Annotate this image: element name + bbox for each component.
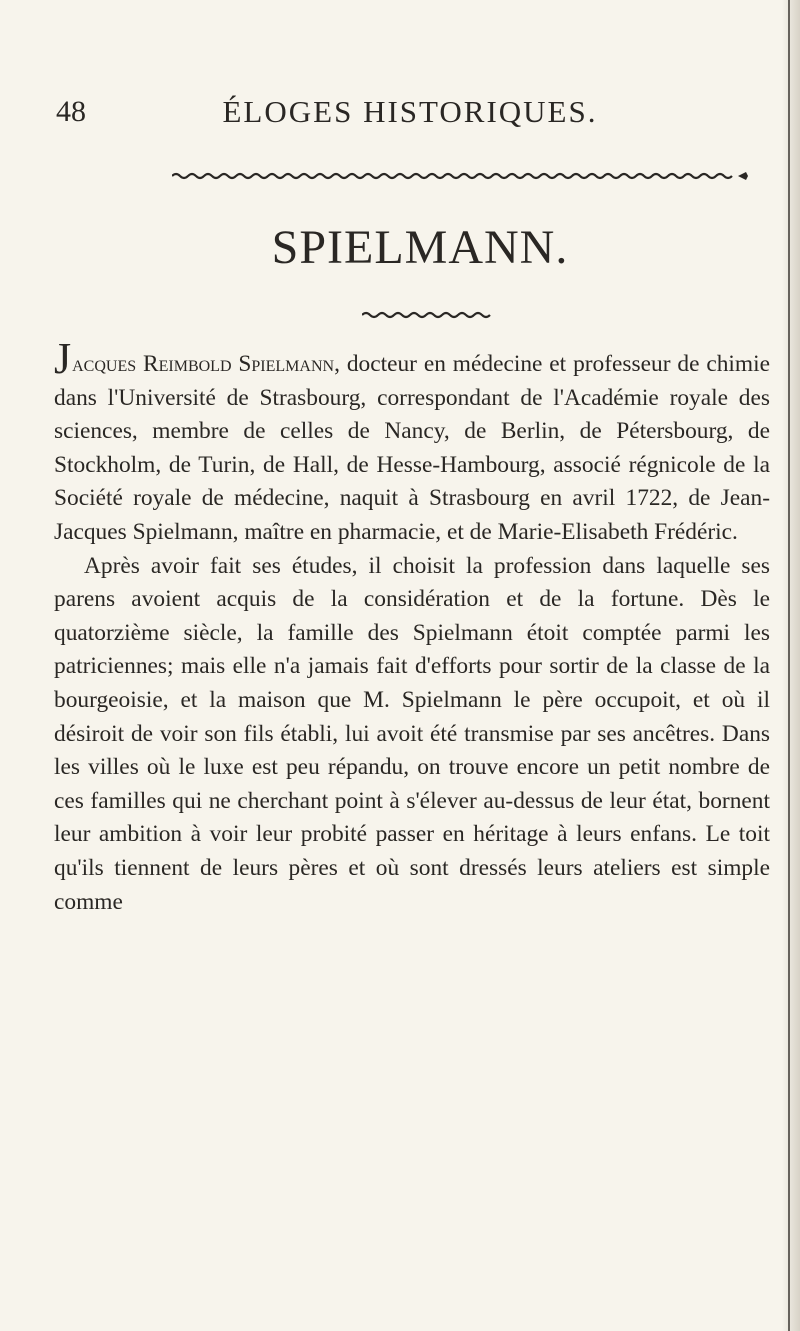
page-number: 48 [56, 95, 86, 128]
article-title: SPIELMANN. [271, 221, 569, 274]
paragraph-1-text: , docteur en médecine et professeur de chimie dans l'Université de Strasbourg, correspondant de l'Académie royale des sciences, membre de celles de Nancy, de Berlin, de Pétersbourg, de Stockholm, de Turin, de Hall, de Hesse-Hambourg, associé régnicole de la Société royale de médecine, naquit à Strasbourg en avril 1722, de Jean-Jacques Spielmann, maître en pharmacie, et de Marie-Elisabeth Frédéric. [54, 351, 770, 545]
subject-name: acques Reimbold Spielmann [72, 351, 335, 377]
running-header [0, 92, 800, 132]
wavy-rule-ornament [172, 169, 750, 183]
page-edge-shadow [782, 0, 800, 1331]
drop-cap: J [54, 334, 72, 383]
page-edge-line [788, 0, 790, 1331]
running-title: ÉLOGES HISTORIQUES. [222, 94, 598, 129]
article-body [54, 334, 770, 919]
small-wavy-rule-ornament [362, 308, 498, 322]
paragraph-2: Après avoir fait ses études, il choisit la profession dans laquelle ses parens avoient acquis de la considération et de la fortune. Dès le quatorzième siècle, la famille des Spielmann étoit comptée parmi les patriciennes; mais elle n'a jamais fait d'efforts pour sortir de la classe de la bourgeoisie, et la maison que M. Spielmann le père occupoit, et où il désiroit de voir son fils établi, lui avoit été transmise par ses ancêtres. Dans les villes où le luxe est peu répandu, on trouve encore un petit nombre de ces familles qui ne cherchant point à s'élever au-dessus de leur état, bornent leur ambition à voir leur probité passer en héritage à leurs enfans. Le toit qu'ils tiennent de leurs pères et où sont dressés leurs ateliers est simple comme [54, 552, 770, 915]
paragraph-1 [54, 334, 770, 550]
